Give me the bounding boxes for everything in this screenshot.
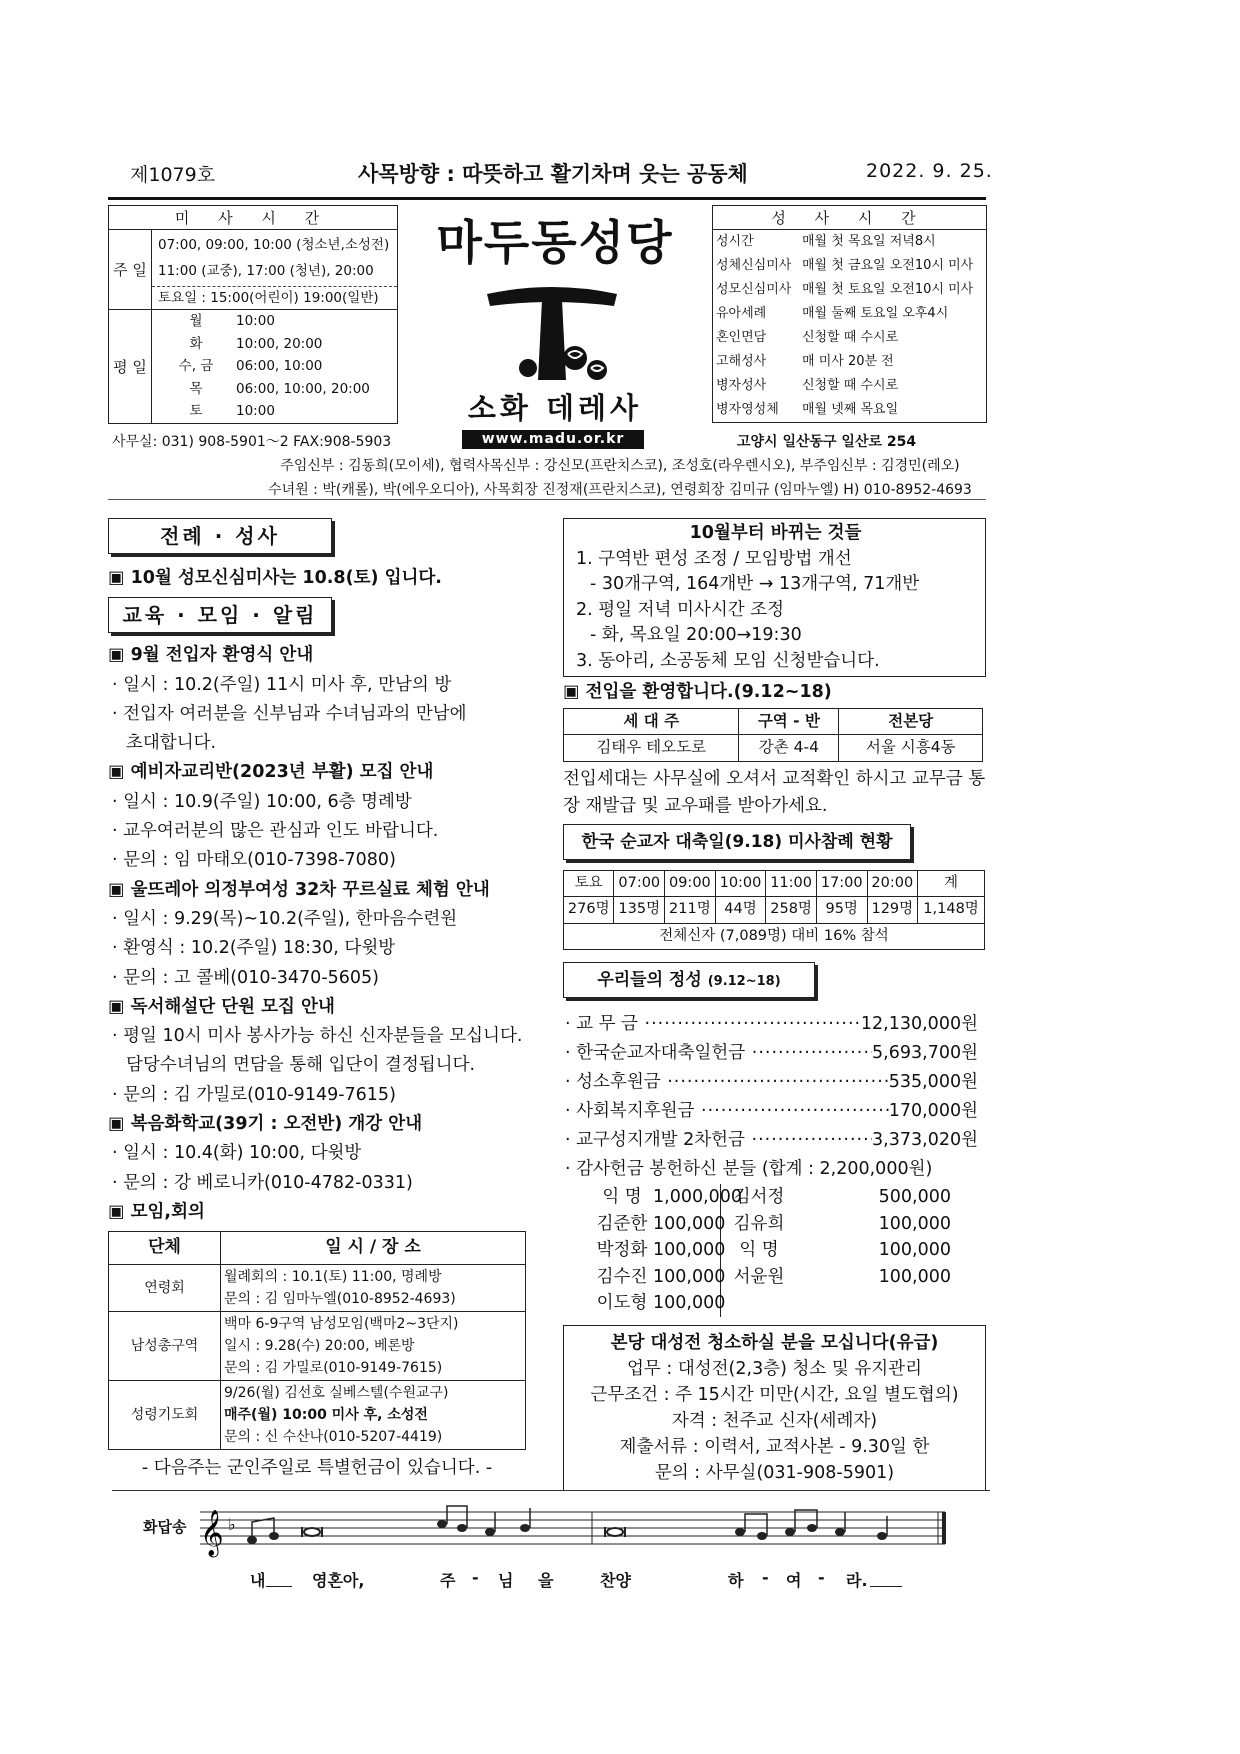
group-detail: 문의 : 김 임마누엘(010-8952-4693)	[224, 1290, 456, 1307]
lyric-syllable: -	[818, 1568, 825, 1587]
changes-box	[563, 518, 986, 677]
notice-line: · 일시 : 10.9(주일) 10:00, 6층 명례방	[112, 791, 412, 812]
attendance-header: 17:00	[816, 870, 867, 897]
changes-line: 2. 평일 저녁 미사시간 조정	[576, 599, 784, 620]
lyric-syllable: 영혼아,	[312, 1571, 365, 1590]
changes-line: 1. 구역반 편성 조정 / 모임방법 개선	[576, 548, 852, 569]
office-phone: 사무실: 031) 908-5901～2 FAX:908-5903	[112, 434, 392, 450]
welcome-table	[563, 708, 983, 762]
notice-line: 초대합니다.	[126, 733, 217, 754]
group-detail: 월례회의 : 10.1(토) 11:00, 명례방	[224, 1268, 442, 1285]
changes-title: 10월부터 바뀌는 것들	[689, 523, 862, 543]
music-rule	[112, 1490, 990, 1491]
welcome-cell: 김태우 테오도로	[564, 735, 739, 762]
changes-line: - 화, 목요일 20:00→19:30	[590, 625, 802, 645]
group-detail: 9/26(월) 김선호 실베스텔(수원교구)	[224, 1384, 449, 1401]
welcome-note: 전입세대는 사무실에 오셔서 교적확인 하시고 교무금 통장 재발급 및 교우패를 받아가세요.	[563, 768, 986, 816]
sacrament-times-table	[712, 205, 987, 423]
lyric-syllable: 하	[728, 1571, 744, 1590]
weekday-label: 평 일	[109, 310, 152, 424]
sacrament-row: 성체신심미사 매월 첫 금요일 오전10시 미사	[716, 258, 974, 273]
notice-heading: ▣ 9월 전입자 환영식 안내	[108, 645, 314, 666]
lyric-syllable: -	[762, 1568, 769, 1587]
weekday-row: 목 06:00, 10:00, 20:00	[189, 380, 370, 397]
attendance-header: 11:00	[766, 870, 817, 897]
welcome-col-header: 전본당	[839, 708, 983, 735]
recruit-box	[563, 1325, 986, 1491]
lyric-syllable: 주	[440, 1571, 456, 1590]
lyric-syllable: 찬양	[600, 1571, 631, 1590]
attendance-header: 토요	[564, 870, 614, 897]
recruit-line: 근무조건 : 주 15시간 미만(시간, 요일 별도협의)	[590, 1384, 959, 1405]
notice-heading: ▣ 예비자교리반(2023년 부활) 모집 안내	[108, 762, 434, 783]
mass-times-title: 미 사 시 간	[109, 206, 398, 230]
group-name: 연령회	[109, 1264, 221, 1311]
welcome-heading: ▣ 전입을 환영합니다.(9.12~18)	[563, 682, 832, 702]
welcome-col-header: 구역 - 반	[739, 708, 839, 735]
lyric-syllable: 님	[498, 1571, 514, 1590]
attendance-header: 10:00	[715, 870, 766, 897]
lyric-extender	[870, 1586, 902, 1587]
lyric-syllable: 여	[786, 1571, 802, 1590]
notice-line: · 문의 : 강 베로니카(010-4782-0331)	[112, 1172, 413, 1193]
attendance-value: 211명	[665, 897, 716, 924]
attendance-table	[563, 870, 985, 951]
offering-row: · 사회복지후원금 ····· 170,000원	[565, 1097, 978, 1126]
attendance-value: 95명	[816, 897, 867, 924]
attendance-note: 전체신자 (7,089명) 대비 16% 참석	[564, 923, 985, 950]
saturday-line: 토요일 : 15:00(어린이) 19:00(일반)	[152, 286, 397, 309]
recruit-line: 업무 : 대성전(2,3층) 청소 및 유지관리	[627, 1358, 922, 1379]
lyric-syllable: -	[472, 1568, 479, 1587]
special-offering-note: - 다음주는 군인주일로 특별헌금이 있습니다. -	[141, 1457, 493, 1478]
sacrament-row: 유아세례 매월 둘째 토요일 오후4시	[716, 306, 949, 321]
issue-date: 2022. 9. 25.	[866, 160, 993, 182]
header-rule	[108, 197, 986, 200]
group-name: 남성총구역	[109, 1311, 221, 1380]
attendance-value: 135명	[614, 897, 665, 924]
parish-address: 고양시 일산동구 일산로 254	[737, 434, 917, 450]
education-section-title: 교육 · 모임 · 알림	[108, 597, 332, 633]
meetings-heading: ▣ 모임,회의	[108, 1201, 205, 1222]
attendance-title: 한국 순교자 대축일(9.18) 미사참례 현황	[563, 824, 911, 860]
recruit-line: 자격 : 천주교 신자(세례자)	[671, 1410, 878, 1431]
offering-row: · 한국순교자대축일헌금 ····· 5,693,700원	[565, 1039, 978, 1068]
sacrament-row: 성모신심미사 매월 첫 토요일 오전10시 미사	[716, 282, 974, 297]
notice-heading: ▣ 울뜨레아 의정부여성 32차 꾸르실료 체험 안내	[108, 879, 490, 900]
lyric-syllable: 내	[250, 1571, 266, 1590]
patron-saint: 소화 데레사	[467, 391, 643, 425]
sacrament-row: 성시간 매월 첫 목요일 저녁8시	[716, 234, 936, 249]
staff-line: 수녀원 : 박(캐롤), 박(에우오디아), 사목회장 진정재(프란치스코), 연령회장 김미규 (임마누엘) H) 010-8952-4693	[268, 482, 972, 498]
welcome-col-header: 세 대 주	[564, 708, 739, 735]
weekday-row: 토 10:00	[189, 403, 275, 419]
pastoral-motto: 사목방향 : 따뜻하고 활기차며 웃는 공동체	[358, 162, 748, 186]
offering-title: 우리들의 정성 (9.12~18)	[563, 962, 815, 998]
lyric-extender	[266, 1586, 292, 1587]
notice-heading: ▣ 독서해설단 단원 모집 안내	[108, 996, 335, 1017]
music-staff	[200, 1500, 948, 1560]
right-column	[563, 518, 986, 1491]
group-detail: 매주(월) 10:00 미사 후, 소성전	[224, 1406, 428, 1423]
parish-name: 마두동성당	[436, 216, 674, 271]
group-detail: 문의 : 신 수산나(010-5207-4419)	[224, 1428, 443, 1445]
liturgy-notice: ▣ 10월 성모신심미사는 10.8(토) 입니다.	[108, 568, 442, 588]
attendance-header: 09:00	[665, 870, 716, 897]
notice-line: · 전입자 여러분을 신부님과 수녀님과의 만남에	[112, 703, 467, 724]
notice-line: · 일시 : 10.2(주일) 11시 미사 후, 만남의 방	[112, 674, 452, 695]
info-rule	[108, 499, 986, 500]
psalm-label: 화답송	[143, 1518, 187, 1536]
group-col-header: 단체	[109, 1232, 221, 1264]
sacrament-row: 병자성사 신청할 때 수시로	[716, 378, 899, 393]
attendance-header: 계	[918, 870, 985, 897]
group-detail: 백마 6-9구역 남성모임(백마2~3단지)	[224, 1315, 459, 1332]
attendance-header: 20:00	[867, 870, 918, 897]
notice-heading: ▣ 복음화학교(39기 : 오전반) 개강 안내	[108, 1114, 423, 1135]
sacrament-times-title: 성 사 시 간	[713, 206, 987, 230]
left-column	[108, 518, 533, 1483]
sacrament-row: 고해성사 매 미사 20분 전	[716, 354, 894, 369]
attendance-value: 1,148명	[918, 897, 985, 924]
svg-text:♭: ♭	[228, 1515, 236, 1534]
notice-line: · 일시 : 9.29(목)~10.2(주일), 한마음수련원	[112, 908, 458, 929]
attendance-value: 276명	[564, 897, 614, 924]
notice-line: 담당수녀님의 면담을 통해 입단이 결정됩니다.	[126, 1055, 476, 1076]
mass-times-table	[108, 205, 398, 424]
changes-line: 3. 동아리, 소공동체 모임 신청받습니다.	[576, 650, 880, 671]
attendance-value: 258명	[766, 897, 817, 924]
notice-line: · 문의 : 김 가밀로(010-9149-7615)	[112, 1084, 396, 1105]
donor-list: 익 명 1,000,000 김서정 500,000 김준한 100,000 김유희 100,000 박정화 100,000 익 명 100,000 김수진 100,000 서윤원 100,000 이도형 100,000	[591, 1184, 951, 1317]
issue-number: 제1079호	[130, 164, 216, 186]
notice-line: · 환영식 : 10.2(주일) 18:30, 다윗방	[112, 938, 396, 959]
welcome-cell: 강촌 4-4	[739, 735, 839, 762]
offering-row: · 교 무 금 ····· 12,130,000원	[565, 1010, 978, 1039]
notice-line: · 교우여러분의 많은 관심과 인도 바랍니다.	[112, 821, 439, 842]
weekday-row: 월 10:00	[189, 313, 275, 329]
notice-line: · 문의 : 고 콜베(010-3470-5605)	[112, 967, 379, 988]
meetings-table	[108, 1231, 526, 1449]
lyric-syllable: 라.	[846, 1571, 868, 1590]
recruit-line: 제출서류 : 이력서, 교적사본 - 9.30일 한	[619, 1436, 930, 1457]
sacrament-row: 혼인면담 신청할 때 수시로	[716, 330, 899, 345]
sacrament-row: 병자영성체 매월 넷째 목요일	[716, 402, 899, 417]
sunday-label: 주 일	[109, 230, 152, 310]
notice-line: · 문의 : 임 마태오(010-7398-7080)	[112, 850, 396, 871]
lyric-syllable: 을	[538, 1571, 554, 1590]
group-detail: 문의 : 김 가밀로(010-9149-7615)	[224, 1359, 443, 1376]
sunday-line: 07:00, 09:00, 10:00 (청소년,소성전)	[158, 237, 390, 253]
weekday-row: 화 10:00, 20:00	[189, 335, 323, 352]
liturgy-section-title: 전례 · 성사	[108, 518, 332, 554]
notice-line: · 평일 10시 미사 봉사가능 하신 신자분들을 모십니다.	[112, 1026, 523, 1047]
group-name: 성령기도회	[109, 1380, 221, 1449]
clergy-line: 주임신부 : 김동희(모이세), 협력사목신부 : 강신모(프란치스코), 조성호(라우렌시오), 부주임신부 : 김경민(레오)	[280, 458, 960, 474]
offering-row: · 성소후원금 ····· 535,000원	[565, 1068, 978, 1097]
thanks-offering: · 감사헌금 봉헌하신 분들 (합계 : 2,200,000원)	[565, 1159, 933, 1179]
offering-row: · 교구성지개발 2차헌금 ····· 3,373,020원	[565, 1126, 978, 1155]
cross-rose-icon	[482, 272, 622, 382]
sunday-line: 11:00 (교중), 17:00 (청년), 20:00	[158, 263, 374, 279]
notice-line: · 일시 : 10.4(화) 10:00, 다윗방	[112, 1143, 362, 1164]
group-detail: 일시 : 9.28(수) 20:00, 베론방	[224, 1337, 415, 1354]
attendance-header: 07:00	[614, 870, 665, 897]
parish-logo	[412, 204, 698, 442]
changes-line: - 30개구역, 164개반 → 13개구역, 71개반	[590, 574, 920, 594]
svg-text:𝄞: 𝄞	[200, 1510, 224, 1556]
schedule-col-header: 일 시 / 장 소	[221, 1232, 526, 1264]
attendance-value: 44명	[715, 897, 766, 924]
website-link[interactable]: www.madu.or.kr	[462, 430, 644, 449]
weekday-row: 수, 금 06:00, 10:00	[178, 358, 323, 374]
recruit-title: 본당 대성전 청소하실 분을 모십니다(유급)	[610, 1332, 939, 1353]
attendance-value: 129명	[867, 897, 918, 924]
welcome-cell: 서울 시흥4동	[839, 735, 983, 762]
recruit-line: 문의 : 사무실(031-908-5901)	[654, 1462, 895, 1483]
